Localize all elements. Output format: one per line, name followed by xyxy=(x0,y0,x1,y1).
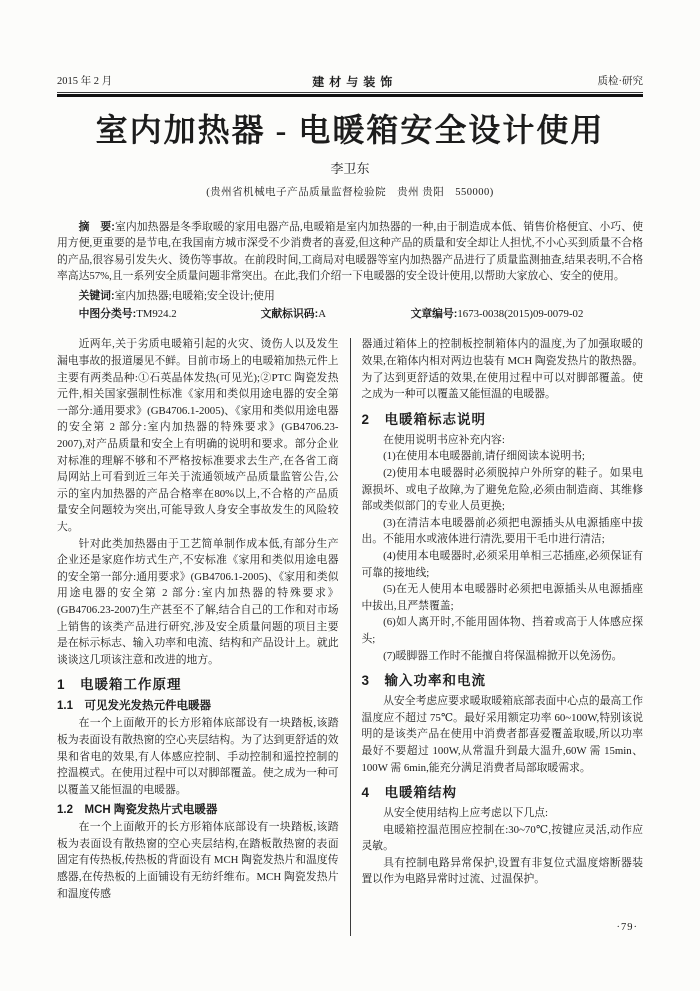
article-id-value: 1673-0038(2015)09-0079-02 xyxy=(457,308,584,321)
clc-label: 中图分类号: xyxy=(78,308,137,321)
paragraph: 在使用说明书应补充内容: xyxy=(383,433,505,446)
list-item: (4)使用本电暖器时,必须采用单相三芯插座,必须保证有可靠的接地线; xyxy=(361,549,643,579)
article-title: 室内加热器 - 电暖箱安全设计使用 xyxy=(95,112,605,148)
paragraph: 在一个上面敞开的长方形箱体底部设有一块踏板,该踏板为表面设有散热窗的空心夹层结构,在踏板散热窗的表面固定有传热板,传热板的背面设有 MCH 陶瓷发热片和温度传感器,在传热板的上面铺设有无纺纤维布。MCH 陶瓷发热片和温度传感 xyxy=(57,821,339,900)
keywords-text: 室内加热器;电暖箱;安全设计;使用 xyxy=(114,289,275,302)
right-column xyxy=(362,336,644,936)
section-heading-1: 1 电暖箱工作原理 xyxy=(57,677,182,693)
abstract-text: 室内加热器是冬季取暖的家用电器产品,电暖箱是室内加热器的一种,由于制造成本低、销售价格便宜、小巧、使用方便,更重要的是节电,在我国南方城市深受不少消费者的喜爱,但这种产品的质量和安全却让人担忧,不小心买到质量不合格的产品,很容易引发失火、烫伤等事故。在前段时间,工商局对电暖器等室内加热器产品进行了质量监测抽查,结果表明,不合格率高达57%,且一系列安全质量问题非常突出。在此,我们介绍一下电暖器的安全设计使用,以帮助大家放心、安全的使用。 xyxy=(57,221,643,283)
subsection-heading-1-1: 1.1 可见发光发热元件电暖器 xyxy=(57,700,211,713)
page-header xyxy=(57,76,643,88)
list-item: (6)如人离开时,不能用固体物、挡着或高于人体感应探头; xyxy=(361,616,643,645)
body-columns xyxy=(57,336,643,936)
header-rule xyxy=(57,92,643,97)
doc-code-segment xyxy=(261,306,411,322)
page-number: ·79· xyxy=(616,922,638,933)
meta-line xyxy=(57,306,643,322)
list-item: (7)暖脚器工作时不能擅自将保温棉掀开以免汤伤。 xyxy=(383,649,623,662)
abstract-paragraph xyxy=(57,219,643,285)
clc-value: TM924.2 xyxy=(136,308,177,321)
clc-segment xyxy=(79,306,261,322)
article-id-segment xyxy=(411,306,584,322)
list-item: (3)在清洁本电暖器前必须把电源插头从电源插座中拔出。不能用水或液体进行清洗,要用干毛巾进行清洁; xyxy=(361,516,643,546)
paragraph: 从安全使用结构上应考虑以下几点: xyxy=(383,807,549,820)
list-item: (1)在使用本电暖器前,请仔细阅读本说明书; xyxy=(383,450,585,463)
subsection-heading-1-2: 1.2 MCH 陶瓷发热片式电暖器 xyxy=(57,804,218,817)
paragraph: 针对此类加热器由于工艺简单制作成本低,有部分生产企业还是家庭作坊式生产,不安标准《家用和类似用途电器的安全第一部分:通用要求》(GB4706.1-2005)、《家用和类似用途电器的安全第 2 部分:室内加热器的特殊要求》(GB4706.23-2007)生产甚至不了解,结合自己的工作和对市场上销售的该类产品进行研究,涉及安全质量问题的项目主要是在标示标志、输入功率和电流、结构和产品设计上。就此谈谈这几项该注意和改进的地方。 xyxy=(57,537,339,666)
column-divider xyxy=(350,338,351,936)
article-id-label: 文章编号: xyxy=(410,308,458,321)
paragraph: 电暖箱控温范围应控制在:30~70℃,按键应灵活,动作应灵敏。 xyxy=(361,823,643,853)
section-heading-4: 4 电暖箱结构 xyxy=(361,785,458,801)
paragraph-continuation: 器通过箱体上的控制板控制箱体内的温度,为了加强取暖的效果,在箱体内相对两边也装有 MCH 陶瓷发热片的散热器。为了达到更舒适的效果,在使用过程中可以对脚部覆盖。使之成为一种可以覆盖又能恒温的电暖器。 xyxy=(361,338,643,401)
doc-code-label: 文献标识码: xyxy=(260,308,319,321)
paragraph: 在一个上面敞开的长方形箱体底部设有一块踏板,该踏板为表面设有散热窗的空心夹层结构。为了达到更舒适的效果和省电的效果,有人体感应控制、手动控制和遥控控制的控温模式。在使用过程中可以对脚部覆盖。使之成为一种可以覆盖又能恒温的电暖器。 xyxy=(57,717,339,796)
abstract-block xyxy=(57,219,643,322)
header-rule-thick-line xyxy=(57,94,643,97)
list-item: (5)在无人使用本电暖器时必须把电源插头从电源插座中拔出,且严禁覆盖; xyxy=(361,583,643,612)
paragraph: 具有控制电路异常保护,设置有非复位式温度熔断器装置以作为电路异常时过流、过温保护。 xyxy=(361,856,643,886)
paragraph: 近两年,关于劣质电暖箱引起的火灾、烫伤人以及发生漏电事故的报道屡见不鲜。目前市场上的电暖箱加热元件上主要有两类品种:①石英晶体发热(可见光);②PTC 陶瓷发热元件,相关国家强制性标准《家用和类似用途电器的安全第一部分:通用要求》(GB4706.1-2005)、《家用和类似用途电器的安全第 2 部分:室内加热器的特殊要求》(GB4706.23-2007),对产品质量和安全上有明确的说明和要求。部分企业对标准的理解不够和不严格按标准要求去生产,在各省工商局网站上可看到近三年关于流通领域产品质量监管公告,公示的室内加热器的产品合格率在80%以上,不合格的产品质量安全问题较为突出,可能导致人身安全事故发生的风险较大。 xyxy=(57,338,339,533)
doc-code-value: A xyxy=(318,308,326,321)
abstract-label: 摘 要: xyxy=(78,221,115,233)
article-author: 李卫东 xyxy=(330,161,370,176)
list-item: (2)使用本电暖器时必须脱掉户外所穿的鞋子。如果电源损坏、或电子故障,为了避免危险,必须由制造商、其维修部或类似部门的专业人员更换; xyxy=(361,467,643,513)
header-section-label: 质检·研究 xyxy=(597,76,643,87)
section-heading-3: 3 输入功率和电流 xyxy=(361,673,487,689)
article-affiliation: (贵州省机械电子产品质量监督检验院 贵州 贵阳 550000) xyxy=(206,187,494,198)
paragraph: 从安全考虑应要求暖取暖箱底部表面中心点的最高工作温度应不超过 75℃。最好采用额定功率 60~100W,特别该说明的是该类产品在使用中消费者都喜爱覆盖取暖,所以功率最好不要超过 100W,从常温升到最大温升,60W 需 15min、100W 需 6min,能充分满足消费者局部取暖需求。 xyxy=(361,695,643,774)
journal-name: 建材与装饰 xyxy=(312,75,398,89)
header-rule-thin-line xyxy=(57,92,643,93)
keywords-label: 关键词: xyxy=(78,289,115,302)
header-date: 2015 年 2 月 xyxy=(57,76,113,87)
keywords-line xyxy=(57,288,643,304)
left-column xyxy=(57,336,339,936)
section-heading-2: 2 电暖箱标志说明 xyxy=(361,411,487,427)
